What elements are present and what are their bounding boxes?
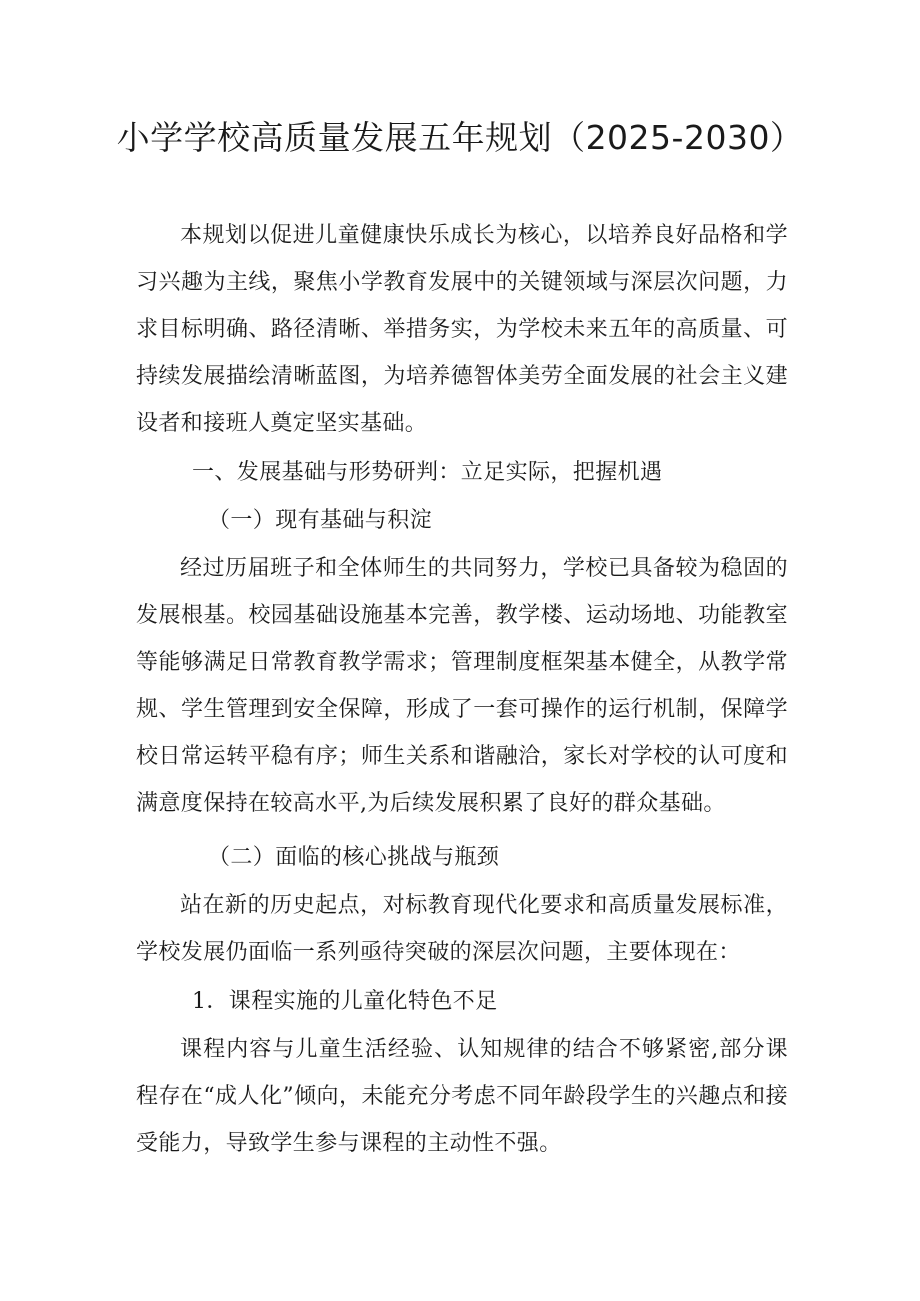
subsection-heading-2: （二）面临的核心挑战与瓶颈 — [208, 845, 500, 870]
subsection-1-paragraph: 经过历届班子和全体师生的共同努力，学校已具备较为稳固的发展根基。校园基础设施基本完善，教学楼、运动场地、功能教室等能够满足日常教育教学需求；管理制度框架基本健全，从教学常规、学生管理到安全保障，形成了一套可操作的运行机制，保障学校日常运转平稳有序；师生关系和谐融洽，家长对学校的认可度和满意度保持在较高水平,为后续发展积累了良好的群众基础。 — [136, 556, 788, 816]
item-1-paragraph: 课程内容与儿童生活经验、认知规律的结合不够紧密,部分课程存在“成人化”倾向，未能充分考虑不同年龄段学生的兴趣点和接受能力，导致学生参与课程的主动性不强。 — [136, 1037, 788, 1156]
subsection-2-paragraph: 站在新的历史起点，对标教育现代化要求和高质量发展标准，学校发展仍面临一系列亟待突破的深层次问题，主要体现在： — [136, 893, 788, 965]
intro-paragraph: 本规划以促进儿童健康快乐成长为核心，以培养良好品格和学习兴趣为主线，聚焦小学教育发展中的关键领域与深层次问题，力求目标明确、路径清晰、举措务实，为学校未来五年的高质量、可持续发展描绘清晰蓝图，为培养德智体美劳全面发展的社会主义建设者和接班人奠定坚实基础。 — [136, 223, 788, 436]
document-title: 小学学校高质量发展五年规划（2025-2030） — [116, 118, 804, 157]
subsection-heading-1: （一）现有基础与积淀 — [208, 508, 433, 533]
item-heading-1: 1．课程实施的儿童化特色不足 — [192, 989, 498, 1014]
section-heading-1: 一、发展基础与形势研判：立足实际，把握机遇 — [192, 460, 663, 485]
